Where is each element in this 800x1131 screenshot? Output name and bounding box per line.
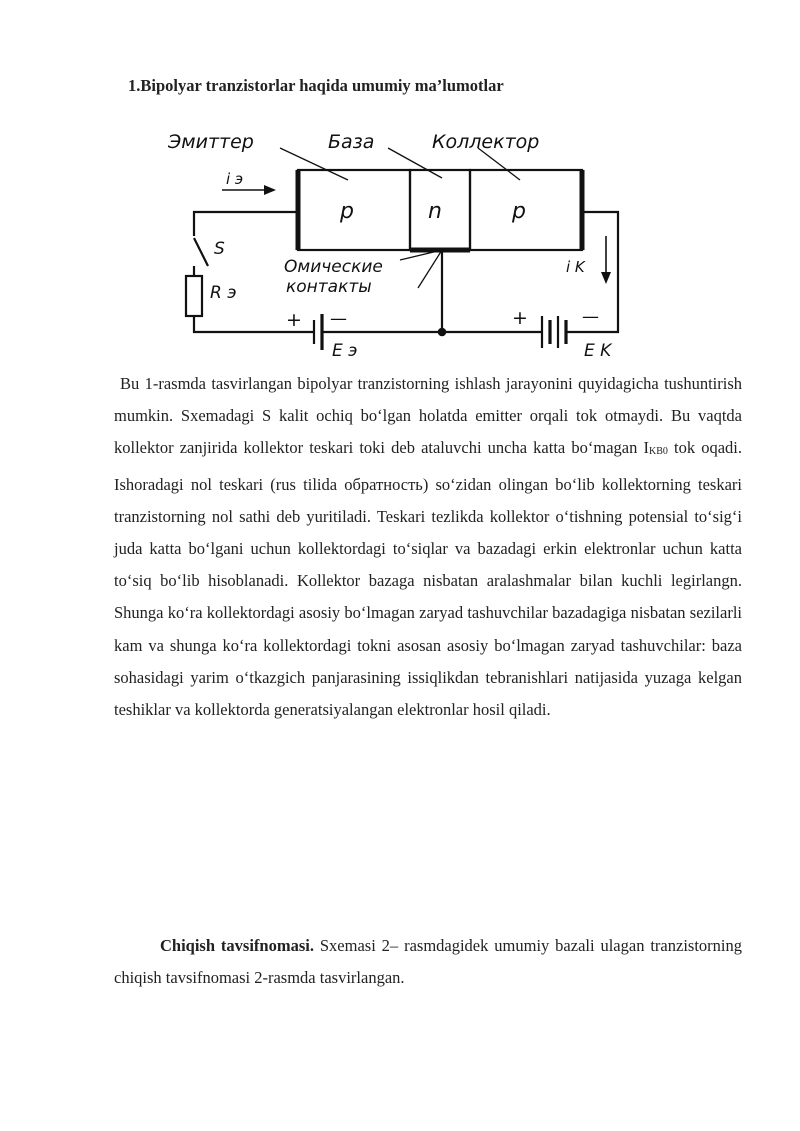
region-p-emitter: p xyxy=(340,199,354,224)
resistor xyxy=(186,276,202,316)
resistor-label: R э xyxy=(210,283,237,303)
body-paragraph-2 xyxy=(114,930,742,994)
emitter-wire xyxy=(194,212,298,236)
circuit-diagram xyxy=(160,126,640,366)
minus-emitter: — xyxy=(330,309,347,329)
minus-collector: — xyxy=(582,307,599,327)
collector-region xyxy=(470,170,582,250)
collector-arrowhead xyxy=(601,272,611,284)
plus-emitter: + xyxy=(286,309,302,331)
transistor-circuit-figure xyxy=(160,126,640,366)
emitter-region xyxy=(298,170,410,250)
switch-label: S xyxy=(214,239,225,259)
ohmic-contacts-line1: Омические xyxy=(284,257,383,277)
ohmic-contacts-line2: контакты xyxy=(286,277,372,297)
paragraph1-text-b: tok oqadi. Ishoradagi nol teskari (rus tilida обратность) so‘zidan olingan bo‘lib kollektorning teskari tranzistorning nol sathi deb yuritiladi. Teskari tezlikda kollektor o‘tishning potensial to‘sig‘i juda katta bo‘lgani uchun kollektordagi to‘siqlar va bazadagi erkin elektronlar uchun katta to‘siq bo‘lib hisoblanadi. Kollektor bazaga nisbatan aralashmalar bilan kuchli legirlangn. Shunga ko‘ra kollektordagi asosiy bo‘lmagan zaryad tashuvchilar bazadagiga nisbatan sezilarli kam va shunga ko‘ra kollektordagi tokni asosan asosiy bo‘lmagan zaryad tashuvchilar: baza sohasidagi yarim o‘tkazgich panjarasining issiqlikdan tebranishlari natijasida yuzaga kelgan teshiklar va kollektorda generatsiyalangan elektronlar hosil qiladi. xyxy=(114,438,742,720)
switch-blade xyxy=(194,238,208,266)
label-base: База xyxy=(328,131,375,153)
body-paragraph-1 xyxy=(114,368,742,726)
paragraph1-text-a: Bu 1-rasmda tasvirlangan bipolyar tranzistorning ishlash jarayonini quyidagicha tushuntirish mumkin. Sxemadagi S kalit ochiq bo‘lgan holatda emitter orqali tok otmaydi. Bu vaqtda kollektor zanjirida kollektor teskari toki deb ataluvchi uncha katta bo‘magan I xyxy=(114,374,742,458)
paragraph2-text: Sxemasi 2– rasmdagidek umumiy bazali ulagan tranzistorning chiqish tavsifnomasi 2-rasmda tasvirlangan. xyxy=(114,936,742,988)
current-emitter-label: i э xyxy=(226,170,244,188)
subscript-kb0: KB0 xyxy=(648,446,668,458)
label-emitter: Эмиттер xyxy=(168,131,254,153)
emitter-current-arrowhead xyxy=(264,185,276,195)
paragraph2-bold-lead: Chiqish tavsifnomasi. xyxy=(160,936,314,955)
battery-collector-label: E K xyxy=(584,341,612,361)
region-n-base: n xyxy=(428,199,442,224)
label-collector: Коллектор xyxy=(432,131,540,153)
region-p-collector: p xyxy=(512,199,526,224)
section-heading: 1.Bipolyar tranzistorlar haqida umumiy ma’lumotlar xyxy=(128,76,504,95)
battery-emitter-label: E э xyxy=(332,341,358,361)
current-collector-label: i K xyxy=(566,258,585,276)
plus-collector: + xyxy=(512,307,528,329)
